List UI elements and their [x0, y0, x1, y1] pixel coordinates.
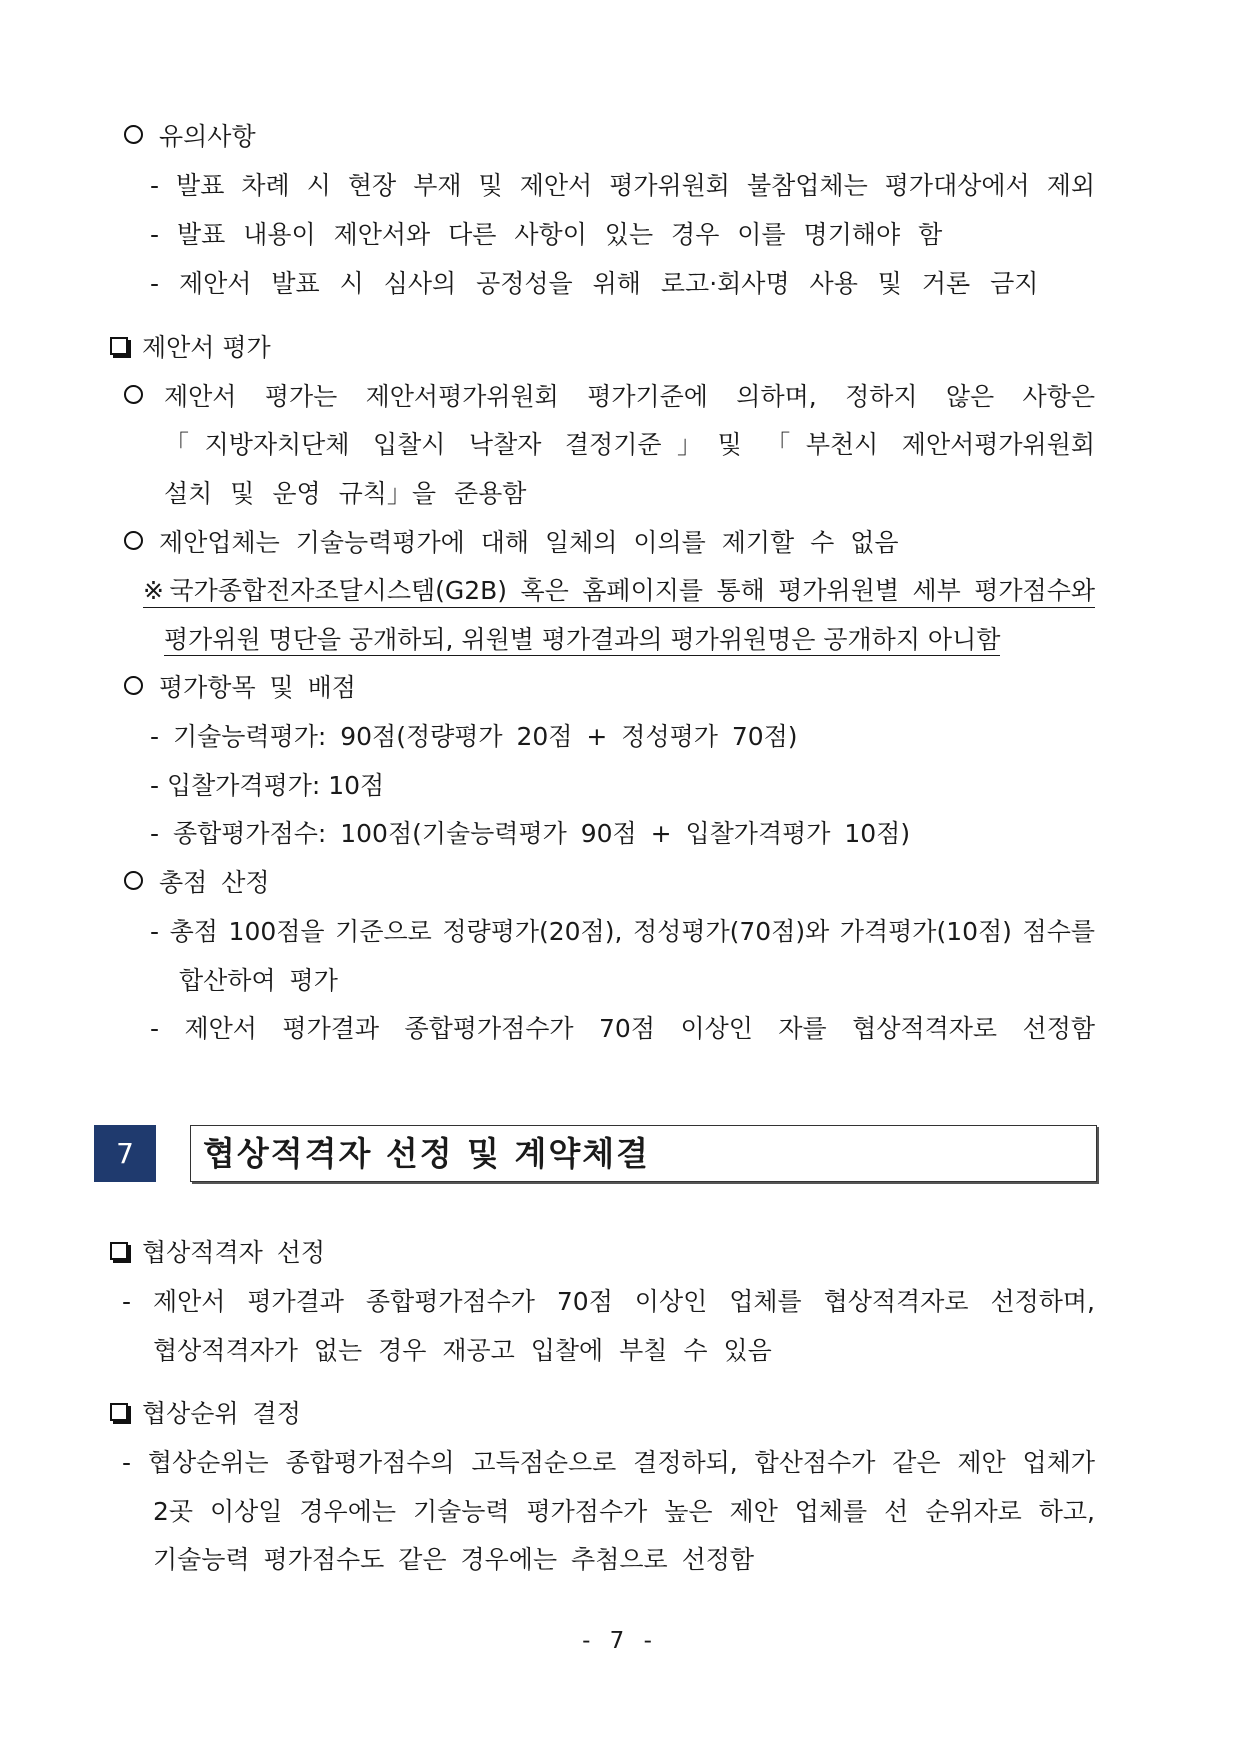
selection-line: 협상적격자가 없는 경우 재공고 입찰에 부칠 수 있음: [153, 1336, 772, 1365]
circle-bullet-icon: [124, 382, 159, 412]
scoring-item: - 입찰가격평가: 10점: [150, 771, 385, 800]
criteria-line: 「지방자치단체 입찰시 낙찰자 결정기준」및 「부천시 제안서평가위원회: [164, 430, 1095, 459]
notes-item: - 발표 차례 시 현장 부재 및 제안서 평가위원회 불참업체는 평가대상에서 제외: [150, 171, 1095, 200]
ranking-heading: 협상순위 결정: [110, 1399, 301, 1429]
section-number: 7: [94, 1125, 156, 1182]
notes-heading: 유의사항: [124, 122, 256, 152]
section-title-box: [190, 1125, 1097, 1182]
criteria-line: 설치 및 운영 규칙」을 준용함: [164, 479, 527, 508]
no-objection-line: 제안업체는 기술능력평가에 대해 일체의 이의를 제기할 수 없음: [124, 528, 899, 558]
ranking-line: 2곳 이상일 경우에는 기술능력 평가점수가 높은 제안 업체를 선 순위자로 하고,: [153, 1497, 1095, 1526]
notes-item: - 발표 내용이 제안서와 다른 사항이 있는 경우 이를 명기해야 함: [150, 220, 943, 249]
disclosure-note: ※국가종합전자조달시스템(G2B) 혹은 홈페이지를 통해 평가위원별 세부 평가점수와: [143, 576, 1095, 608]
circle-bullet-icon: [124, 871, 143, 890]
selection-heading: 협상적격자 선정: [110, 1238, 325, 1268]
total-item: 합산하여 평가: [179, 966, 338, 995]
checkbox-square-icon: [110, 1242, 128, 1260]
criteria-line: 제안서 평가는 제안서평가위원회 평가기준에 의하며, 정하지 않은 사항은: [164, 382, 1095, 411]
disclosure-note: 평가위원 명단을 공개하되, 위원별 평가결과의 평가위원명은 공개하지 아니함: [164, 625, 1001, 654]
checkbox-square-icon: [110, 337, 128, 355]
total-heading: 총점 산정: [124, 868, 270, 898]
evaluation-heading: 제안서 평가: [110, 333, 271, 363]
scoring-item: - 기술능력평가: 90점(정량평가 20점 + 정성평가 70점): [150, 722, 798, 751]
scoring-item: - 종합평가점수: 100점(기술능력평가 90점 + 입찰가격평가 10점): [150, 819, 911, 848]
circle-bullet-icon: [124, 676, 143, 695]
section-title: 협상적격자 선정 및 계약체결: [203, 1134, 651, 1173]
total-item: - 총점 100점을 기준으로 정량평가(20점), 정성평가(70점)와 가격평가(10점) 점수를: [150, 917, 1095, 946]
notes-item: - 제안서 발표 시 심사의 공정성을 위해 로고·회사명 사용 및 거론 금지: [150, 269, 1039, 298]
checkbox-square-icon: [110, 1403, 128, 1421]
selection-line: - 제안서 평가결과 종합평가점수가 70점 이상인 업체를 협상적격자로 선정하며,: [122, 1287, 1095, 1316]
ranking-line: - 협상순위는 종합평가점수의 고득점순으로 결정하되, 합산점수가 같은 제안 업체가: [122, 1448, 1095, 1477]
circle-bullet-icon: [124, 531, 143, 550]
scoring-heading: 평가항목 및 배점: [124, 673, 356, 703]
page-number: - 7 -: [582, 1628, 658, 1654]
circle-bullet-icon: [124, 125, 143, 144]
total-item: - 제안서 평가결과 종합평가점수가 70점 이상인 자를 협상적격자로 선정함: [150, 1014, 1095, 1043]
ranking-line: 기술능력 평가점수도 같은 경우에는 추첨으로 선정함: [153, 1545, 755, 1574]
